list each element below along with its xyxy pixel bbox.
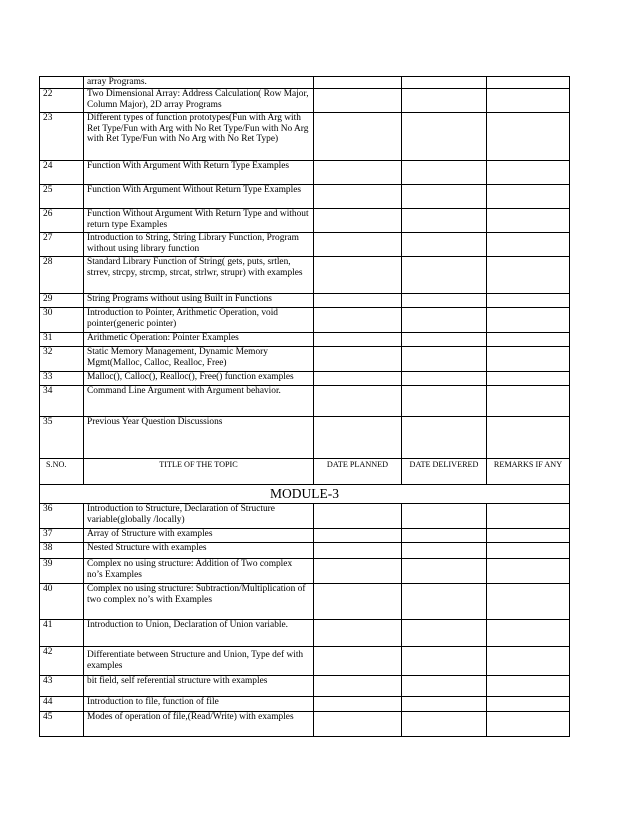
row-title: Array of Structure with examples: [84, 529, 314, 543]
header-date-planned: DATE PLANNED: [314, 459, 402, 485]
remarks-cell: [487, 257, 570, 294]
row-sno: 38: [40, 543, 84, 559]
remarks-cell: [487, 233, 570, 257]
table-row: [40, 543, 570, 559]
remarks-cell: [487, 161, 570, 185]
date-delivered-cell: [402, 543, 487, 559]
row-sno: 40: [40, 584, 84, 620]
row-sno: 39: [40, 559, 84, 584]
date-planned-cell: [314, 712, 402, 737]
remarks-cell: [487, 386, 570, 417]
row-sno: 31: [40, 333, 84, 347]
table-row: [40, 209, 570, 233]
module-title: MODULE-3: [40, 485, 570, 504]
table-row: [40, 529, 570, 543]
row-title: Modes of operation of file,(Read/Write) with examples: [84, 712, 314, 737]
remarks-cell: [487, 77, 570, 89]
date-planned-cell: [314, 504, 402, 529]
table-row: [40, 559, 570, 584]
date-delivered-cell: [402, 584, 487, 620]
date-delivered-cell: [402, 209, 487, 233]
row-sno: 36: [40, 504, 84, 529]
row-sno: 30: [40, 308, 84, 333]
row-title: String Programs without using Built in Functions: [84, 294, 314, 308]
row-sno: 27: [40, 233, 84, 257]
date-planned-cell: [314, 372, 402, 386]
table-row: [40, 417, 570, 459]
lesson-plan-table: [39, 76, 570, 737]
date-planned-cell: [314, 347, 402, 372]
row-title: Complex no using structure: Subtraction/Multiplication of two complex no’s with Examples: [84, 584, 314, 620]
table-row: [40, 89, 570, 113]
header-sno: S.NO.: [40, 459, 84, 485]
remarks-cell: [487, 113, 570, 161]
row-sno: 29: [40, 294, 84, 308]
row-sno: 42: [40, 647, 84, 676]
table-row: [40, 372, 570, 386]
date-delivered-cell: [402, 712, 487, 737]
remarks-cell: [487, 504, 570, 529]
table-row: [40, 676, 570, 697]
table-row: [40, 333, 570, 347]
row-title: Introduction to file, function of file: [84, 697, 314, 712]
date-planned-cell: [314, 185, 402, 209]
date-planned-cell: [314, 417, 402, 459]
date-planned-cell: [314, 543, 402, 559]
row-sno: 28: [40, 257, 84, 294]
row-title: Introduction to String, String Library Function, Program without using library function: [84, 233, 314, 257]
remarks-cell: [487, 294, 570, 308]
date-delivered-cell: [402, 89, 487, 113]
date-planned-cell: [314, 308, 402, 333]
date-planned-cell: [314, 257, 402, 294]
row-sno: 34: [40, 386, 84, 417]
row-title: Introduction to Union, Declaration of Union variable.: [84, 620, 314, 647]
remarks-cell: [487, 584, 570, 620]
row-title: Function With Argument With Return Type Examples: [84, 161, 314, 185]
date-delivered-cell: [402, 294, 487, 308]
row-title: Introduction to Pointer, Arithmetic Operation, void pointer(generic pointer): [84, 308, 314, 333]
remarks-cell: [487, 712, 570, 737]
row-title: Malloc(), Calloc(), Realloc(), Free() function examples: [84, 372, 314, 386]
remarks-cell: [487, 543, 570, 559]
row-title: Command Line Argument with Argument behavior.: [84, 386, 314, 417]
table-row: [40, 308, 570, 333]
table-row: [40, 647, 570, 676]
row-sno: 44: [40, 697, 84, 712]
row-sno: 33: [40, 372, 84, 386]
remarks-cell: [487, 333, 570, 347]
table-row: [40, 584, 570, 620]
date-planned-cell: [314, 77, 402, 89]
row-title: Function With Argument Without Return Type Examples: [84, 185, 314, 209]
remarks-cell: [487, 676, 570, 697]
row-sno: 23: [40, 113, 84, 161]
row-title: Nested Structure with examples: [84, 543, 314, 559]
remarks-cell: [487, 417, 570, 459]
row-sno: 26: [40, 209, 84, 233]
date-planned-cell: [314, 620, 402, 647]
table-row: [40, 161, 570, 185]
row-title: Standard Library Function of String( gets, puts, srtlen, strrev, strcpy, strcmp, strcat, strlwr, strupr) with examples: [84, 257, 314, 294]
date-delivered-cell: [402, 77, 487, 89]
row-sno: 25: [40, 185, 84, 209]
date-delivered-cell: [402, 697, 487, 712]
remarks-cell: [487, 185, 570, 209]
row-sno: 43: [40, 676, 84, 697]
date-delivered-cell: [402, 417, 487, 459]
table-row: [40, 185, 570, 209]
remarks-cell: [487, 529, 570, 543]
table-row: [40, 620, 570, 647]
date-planned-cell: [314, 386, 402, 417]
date-planned-cell: [314, 113, 402, 161]
row-sno: 35: [40, 417, 84, 459]
remarks-cell: [487, 209, 570, 233]
date-delivered-cell: [402, 529, 487, 543]
module-row: [40, 485, 570, 504]
date-planned-cell: [314, 529, 402, 543]
remarks-cell: [487, 559, 570, 584]
table-row: [40, 294, 570, 308]
remarks-cell: [487, 647, 570, 676]
table-row: [40, 77, 570, 89]
header-title: TITLE OF THE TOPIC: [84, 459, 314, 485]
row-sno: 32: [40, 347, 84, 372]
table-row: [40, 347, 570, 372]
date-delivered-cell: [402, 347, 487, 372]
remarks-cell: [487, 89, 570, 113]
date-planned-cell: [314, 676, 402, 697]
table-header-row: [40, 459, 570, 485]
row-sno: 45: [40, 712, 84, 737]
date-delivered-cell: [402, 185, 487, 209]
table-row: [40, 697, 570, 712]
date-delivered-cell: [402, 504, 487, 529]
date-planned-cell: [314, 647, 402, 676]
table-row: [40, 386, 570, 417]
date-planned-cell: [314, 697, 402, 712]
row-sno: [40, 77, 84, 89]
date-planned-cell: [314, 559, 402, 584]
table-row: [40, 233, 570, 257]
date-delivered-cell: [402, 233, 487, 257]
date-planned-cell: [314, 209, 402, 233]
date-delivered-cell: [402, 386, 487, 417]
date-delivered-cell: [402, 676, 487, 697]
row-title: array Programs.: [84, 77, 314, 89]
date-planned-cell: [314, 584, 402, 620]
row-title: Function Without Argument With Return Type and without return type Examples: [84, 209, 314, 233]
date-planned-cell: [314, 333, 402, 347]
date-delivered-cell: [402, 161, 487, 185]
row-title: Static Memory Management, Dynamic Memory Mgmt(Malloc, Calloc, Realloc, Free): [84, 347, 314, 372]
date-delivered-cell: [402, 113, 487, 161]
date-delivered-cell: [402, 257, 487, 294]
date-delivered-cell: [402, 559, 487, 584]
date-delivered-cell: [402, 620, 487, 647]
date-delivered-cell: [402, 308, 487, 333]
remarks-cell: [487, 372, 570, 386]
header-remarks: REMARKS IF ANY: [487, 459, 570, 485]
row-sno: 24: [40, 161, 84, 185]
date-planned-cell: [314, 89, 402, 113]
date-delivered-cell: [402, 647, 487, 676]
date-delivered-cell: [402, 333, 487, 347]
date-planned-cell: [314, 233, 402, 257]
row-title: Two Dimensional Array: Address Calculation( Row Major, Column Major), 2D array Programs: [84, 89, 314, 113]
remarks-cell: [487, 308, 570, 333]
remarks-cell: [487, 697, 570, 712]
header-date-delivered: DATE DELIVERED: [402, 459, 487, 485]
remarks-cell: [487, 347, 570, 372]
row-sno: 41: [40, 620, 84, 647]
row-sno: 37: [40, 529, 84, 543]
row-title: Differentiate between Structure and Union, Type def with examples: [84, 647, 314, 676]
table-row: [40, 113, 570, 161]
date-planned-cell: [314, 294, 402, 308]
row-title: Arithmetic Operation: Pointer Examples: [84, 333, 314, 347]
table-row: [40, 257, 570, 294]
table-row: [40, 712, 570, 737]
table-row: [40, 504, 570, 529]
date-planned-cell: [314, 161, 402, 185]
row-title: Complex no using structure: Addition of Two complex no’s Examples: [84, 559, 314, 584]
date-delivered-cell: [402, 372, 487, 386]
row-title: Previous Year Question Discussions: [84, 417, 314, 459]
row-title: Different types of function prototypes(Fun with Arg with Ret Type/Fun with Arg with No Ret Type/Fun with No Arg with Ret Type/Fun with No Arg with No Ret Type): [84, 113, 314, 161]
row-sno: 22: [40, 89, 84, 113]
row-title: Introduction to Structure, Declaration of Structure variable(globally /locally): [84, 504, 314, 529]
row-title: bit field, self referential structure with examples: [84, 676, 314, 697]
remarks-cell: [487, 620, 570, 647]
